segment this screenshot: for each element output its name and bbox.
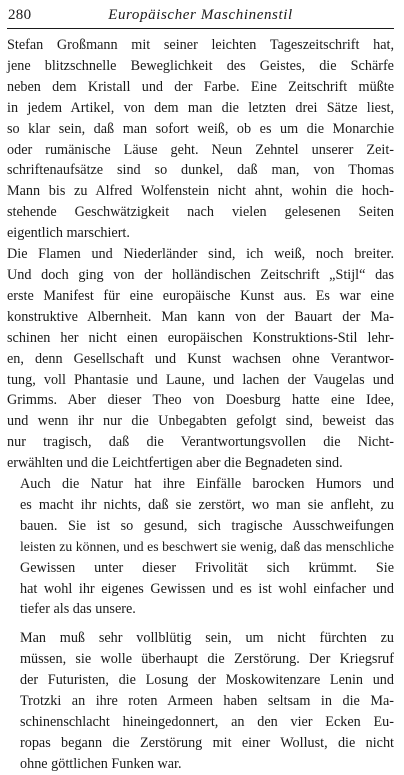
text-line: erwählten und die Leichtfertigen aber die Begnadeten sind. [7,455,343,472]
text-line: erste Manifest für eine europäische Kunst aus. Es war eine [7,287,394,304]
text-line: Gewissen unter dieser Frivolität sich krümmt. Sie [20,559,394,576]
text-line: Auch die Natur hat ihre Einfälle barocken Humors und [20,476,394,493]
text-line: Die Flamen und Niederländer sind, ich weiß, noch breiter. [7,246,394,263]
text-line: ohne göttlichen Funken war. [20,755,182,772]
text-line: tung, voll Phantasie und Laune, und lachen der Vaugelas und [7,371,394,388]
text-line: Grimms. Aber dieser Theo von Doesburg hatte eine Idee, [7,392,394,409]
text-line: Trotzki an ihre roten Armeen haben seltsam in die Ma- [20,693,394,710]
text-line: Stefan Großmann mit seiner leichten Tageszeitschrift hat, [7,37,394,53]
text-line: Man muß sehr vollblütig sein, um nicht fürchten zu [20,630,394,647]
text-line: der Futuristen, die Losung der Moskowitenzare Lenin und [20,672,394,689]
text-line: eigentlich marschiert. [7,225,130,242]
text-line: es macht ihr nichts, daß sie zerstört, wo man sie anfleht, zu [20,496,394,513]
text-line: Mann bis zu Alfred Wolfenstein nicht ahnt, wohin die hoch- [7,183,394,200]
paragraph [7,35,394,244]
text-line: und wenn ihr nur die Unbegabten gefolgt sind, beweist das [7,413,394,430]
paragraph [7,244,394,474]
text-line: müssen, sie wolle überhaupt die Zerstörung. Der Kriegsruf [20,651,394,668]
paragraph [7,474,394,620]
running-head [7,6,394,29]
text-line: so klar sein, daß man sofort weiß, ob es um die Monarchie [7,120,394,137]
text-line: in jedem Artikel, von dem man die letzten drei Sätze liest, [7,99,394,116]
text-line: stehende Geschwätzigkeit nach vielen gelesenen Seiten [7,204,394,221]
text-line: oder rumänische Läuse geht. Neun Zehntel unserer Zeit- [7,141,394,158]
text-line: en, denn Gesellschaft und Kunst wachsen ohne Verantwor- [7,350,394,367]
text-line: bauen. Sie ist so gesund, sich tragische Ausschweifungen [20,517,394,534]
text-line: jene blitzschnelle Beweglichkeit des Geistes, die Schärfe [7,57,394,74]
paragraph [7,628,394,774]
text-line: hat wohl ihr eigenes Gewissen und es ist wohl einfacher und [20,580,394,597]
text-line: nur tragisch, daß die Verantwortungsvollen die Nicht- [7,434,394,451]
text-line: leisten zu können, und es beschwert sie wenig, daß das menschliche [20,538,394,554]
text-line: tiefer als das unsere. [20,601,136,618]
text-line: ropas begann die Zerstörung mit einer Wollust, die nicht [20,734,394,751]
text-line: schinenschlacht hineingedonnert, an den vier Ecken Eu- [20,714,394,730]
text-line: Und doch ging von der holländischen Zeitschrift „Stijl“ das [7,266,394,283]
text-line: schinen her nicht einen europäischen Konstruktions-Stil lehr- [7,329,394,346]
body-text [7,35,394,775]
running-title: Europäischer Maschinenstil [108,7,293,23]
text-line: neben dem Kristall und der Farbe. Eine Zeitschrift müßte [7,78,394,95]
text-line: konstruktive Albernheit. Man kann von der Bauart der Ma- [7,308,394,325]
page-number: 280 [8,7,32,23]
text-line: schriftenaufsätze sind so dunkel, daß man, von Thomas [7,162,394,179]
